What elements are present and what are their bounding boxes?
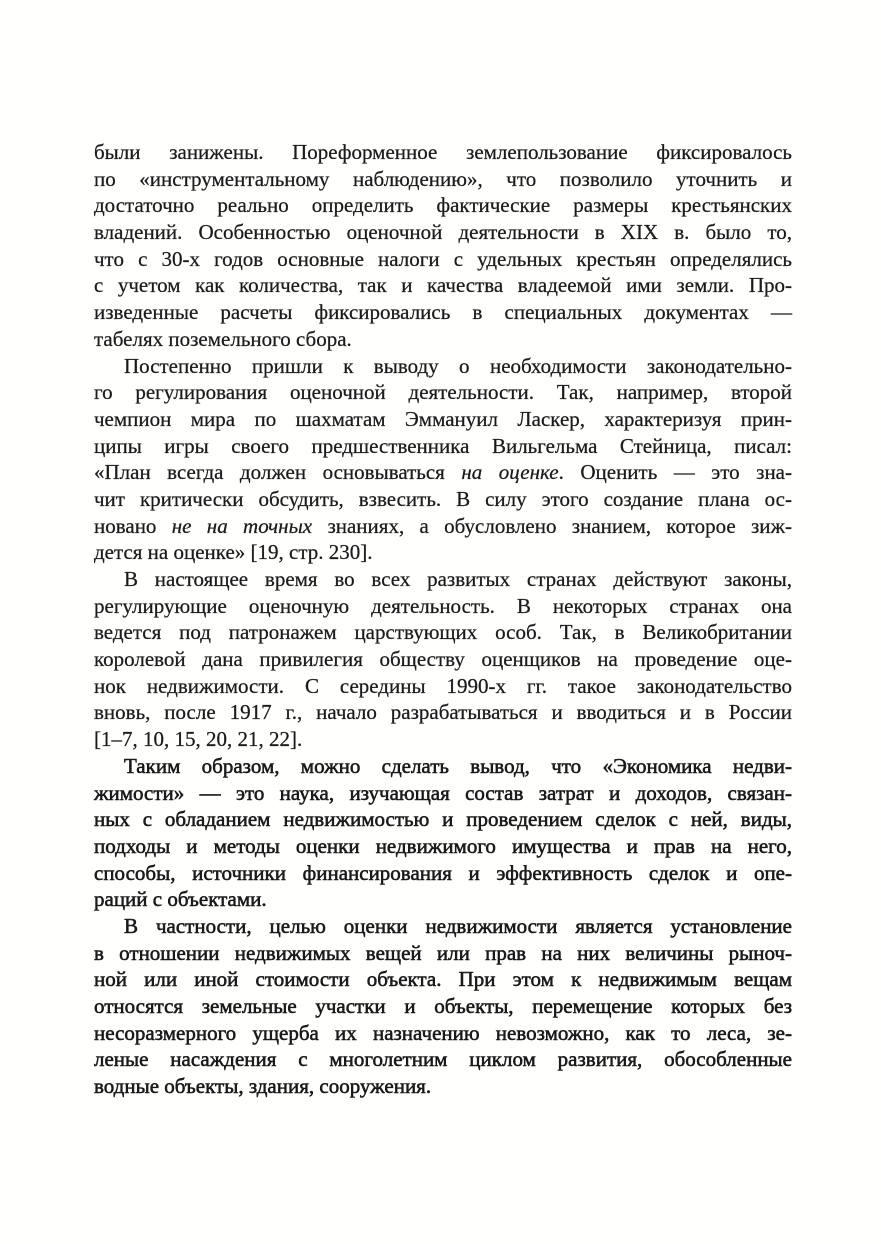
text-line bbox=[94, 940, 792, 967]
text-run: способы, источники финансирования и эффективность сделок и опе- bbox=[94, 860, 792, 885]
paragraph bbox=[94, 566, 792, 753]
text-run: в отношении недвижимых вещей или прав на них величины рыноч- bbox=[94, 940, 792, 965]
text-line bbox=[94, 726, 792, 753]
text-line bbox=[94, 459, 792, 486]
text-run: регулирующие оценочную деятельность. В некоторых странах она bbox=[94, 593, 792, 618]
text-run: [1–7, 10, 15, 20, 21, 22]. bbox=[94, 727, 303, 752]
text-run: раций с объектами. bbox=[94, 887, 267, 912]
text-line bbox=[94, 299, 792, 326]
text-run: королевой дана привилегия обществу оценщиков на проведение оце- bbox=[94, 647, 792, 672]
text-line bbox=[94, 993, 792, 1020]
text-line bbox=[94, 1046, 792, 1073]
italic-text-run: на оценке bbox=[461, 460, 559, 485]
text-run: водные объекты, здания, сооружения. bbox=[94, 1074, 432, 1099]
text-run: знаниях, а обусловлено знанием, которое зиж- bbox=[312, 513, 792, 538]
text-run: были занижены. Пореформенное землепользование фиксировалось bbox=[94, 140, 792, 164]
text-run: табелях поземельного сбора. bbox=[94, 326, 352, 351]
text-line bbox=[94, 166, 792, 193]
text-line bbox=[94, 806, 792, 833]
text-line bbox=[94, 860, 792, 887]
text-run: Постепенно пришли к выводу о необходимости законодательно- bbox=[124, 353, 792, 378]
text-run: чит критически обсудить, взвесить. В силу этого создание плана ос- bbox=[94, 486, 792, 511]
text-line bbox=[94, 406, 792, 433]
paragraph bbox=[94, 753, 792, 913]
italic-text-run: не на точных bbox=[171, 513, 313, 538]
text-run: жимости» — это наука, изучающая состав затрат и доходов, связан- bbox=[94, 780, 792, 805]
text-run: В настоящее время во всех развитых странах действуют законы, bbox=[124, 567, 792, 591]
text-run: ных с обладанием недвижимостью и проведением сделок с ней, виды, bbox=[94, 807, 792, 832]
text-line bbox=[94, 673, 792, 700]
text-run: достаточно реально определить фактические размеры крестьянских bbox=[94, 193, 792, 218]
text-run: чемпион мира по шахматам Эммануил Ласкер, характеризуя прин- bbox=[94, 406, 792, 431]
text-run: ной или иной стоимости объекта. При этом к недвижимым вещам bbox=[94, 967, 792, 992]
text-run: го регулирования оценочной деятельности. Так, например, второй bbox=[94, 380, 792, 405]
text-line bbox=[94, 513, 792, 540]
text-line bbox=[94, 646, 792, 673]
text-run: подходы и методы оценки недвижимого имущества и прав на него, bbox=[94, 833, 792, 858]
text-run: несоразмерного ущерба их назначению невозможно, как то леса, зе- bbox=[94, 1020, 792, 1045]
text-line bbox=[94, 192, 792, 219]
text-run: ципы игры своего предшественника Вильгельма Стейница, писал: bbox=[94, 433, 792, 458]
text-run: с учетом как количества, так и качества владеемой ими земли. Про- bbox=[94, 273, 792, 298]
text-run: «План всегда должен основываться bbox=[94, 460, 462, 485]
text-line bbox=[94, 753, 792, 780]
text-line bbox=[94, 886, 792, 913]
text-run: новано bbox=[94, 513, 172, 538]
text-line bbox=[94, 353, 792, 380]
text-run: изведенные расчеты фиксировались в специальных документах — bbox=[94, 300, 792, 325]
text-line bbox=[94, 486, 792, 513]
text-line bbox=[94, 566, 792, 593]
text-line bbox=[94, 780, 792, 807]
text-run: относятся земельные участки и объекты, перемещение которых без bbox=[94, 994, 792, 1018]
text-line bbox=[94, 219, 792, 246]
text-run: вновь, после 1917 г., начало разрабатываться и вводиться и в России bbox=[94, 700, 792, 725]
text-run: по «инструментальному наблюдению», что позволило уточнить и bbox=[94, 166, 792, 191]
text-line bbox=[94, 593, 792, 620]
text-run: что с 30-х годов основные налоги с удельных крестьян определялись bbox=[94, 246, 792, 271]
text-line bbox=[94, 326, 792, 353]
paragraph bbox=[94, 353, 792, 567]
text-line bbox=[94, 833, 792, 860]
text-line bbox=[94, 913, 792, 940]
text-line bbox=[94, 1073, 792, 1100]
text-run: Таким образом, можно сделать вывод, что «Экономика недви- bbox=[124, 753, 792, 778]
page-text-block bbox=[94, 139, 792, 1100]
text-line bbox=[94, 699, 792, 726]
text-line bbox=[94, 246, 792, 273]
text-line bbox=[94, 433, 792, 460]
text-run: леные насаждения с многолетним циклом развития, обособленные bbox=[94, 1047, 792, 1072]
text-line bbox=[94, 139, 792, 166]
text-line bbox=[94, 619, 792, 646]
text-line bbox=[94, 966, 792, 993]
paragraph bbox=[94, 139, 792, 353]
text-line bbox=[94, 539, 792, 566]
text-run: дется на оценке» [19, стр. 230]. bbox=[94, 540, 373, 565]
text-run: В частности, целью оценки недвижимости является установление bbox=[124, 913, 792, 938]
text-run: владений. Особенностью оценочной деятельности в XIX в. было то, bbox=[94, 220, 792, 245]
text-run: ведется под патронажем царствующих особ. Так, в Великобритании bbox=[94, 620, 792, 645]
text-run: нок недвижимости. С середины 1990-х гг. такое законодательство bbox=[94, 673, 792, 698]
text-run: . Оценить — это зна- bbox=[558, 460, 792, 485]
text-line bbox=[94, 272, 792, 299]
text-line bbox=[94, 379, 792, 406]
paragraph bbox=[94, 913, 792, 1100]
text-line bbox=[94, 1020, 792, 1047]
